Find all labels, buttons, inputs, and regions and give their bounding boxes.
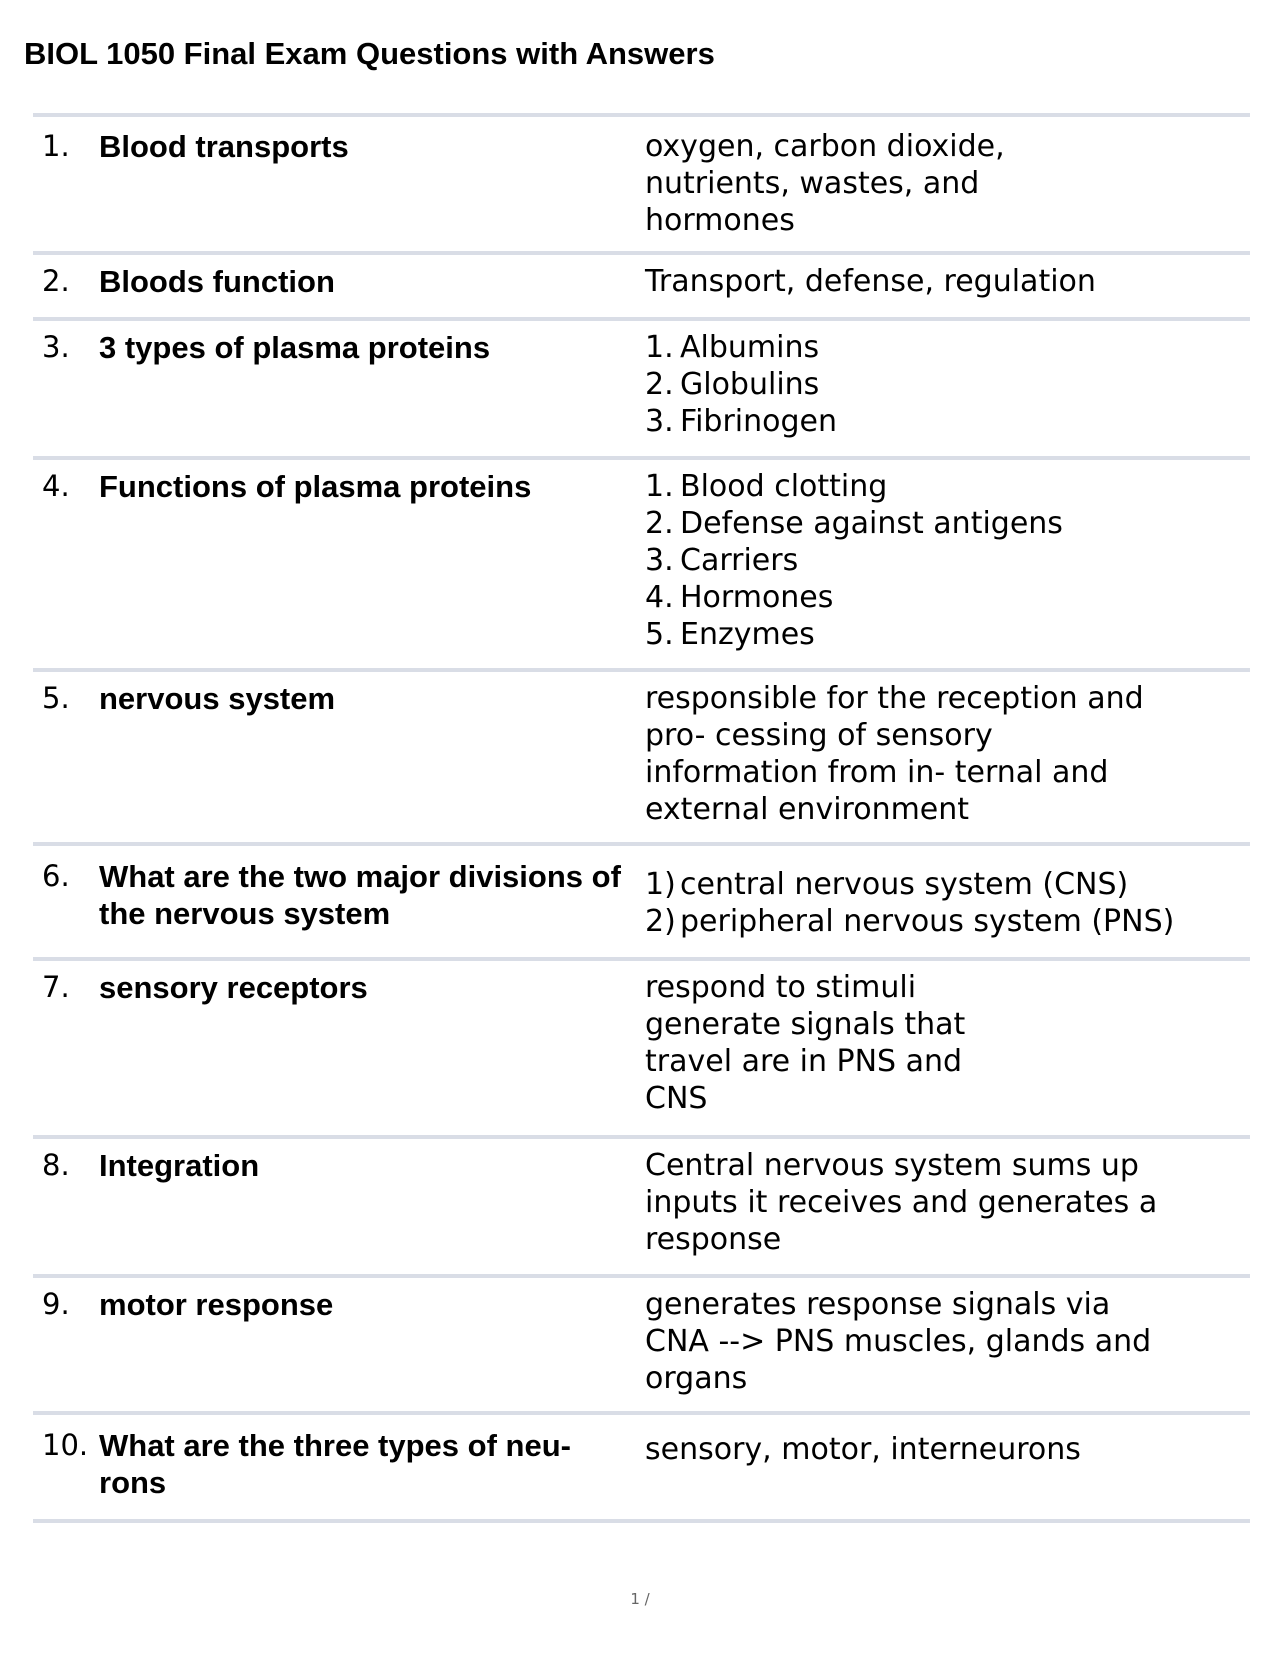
answer-item-text: Albumins bbox=[680, 330, 820, 365]
answer-line: CNA --> PNS muscles, glands and bbox=[645, 1324, 1152, 1359]
answer-item-marker: 2. bbox=[645, 367, 674, 402]
answer-item bbox=[645, 579, 1240, 616]
answer-line: generate signals that bbox=[645, 1007, 966, 1042]
answer-item bbox=[645, 468, 1240, 505]
answer-item bbox=[645, 616, 1240, 653]
question-number: 7. bbox=[42, 970, 70, 1004]
qa-row bbox=[33, 1139, 1250, 1278]
answer-item bbox=[645, 866, 1240, 903]
qa-row bbox=[33, 961, 1250, 1139]
answer-line: respond to stimuli bbox=[645, 970, 917, 1005]
question-number: 6. bbox=[42, 859, 70, 893]
answer-line: hormones bbox=[645, 203, 795, 238]
answer-line: responsible for the reception and bbox=[645, 681, 1144, 716]
answer-item-marker: 1. bbox=[645, 330, 674, 365]
answer-line: CNS bbox=[645, 1081, 708, 1116]
answer-text bbox=[645, 969, 1250, 1135]
answer-line: travel are in PNS and bbox=[645, 1044, 963, 1079]
question-number: 1. bbox=[42, 129, 70, 163]
answer-text bbox=[645, 263, 1250, 317]
answer-item bbox=[645, 329, 1240, 366]
answer-item-text: Enzymes bbox=[680, 617, 815, 652]
qa-row bbox=[33, 321, 1250, 460]
qa-row bbox=[33, 1278, 1250, 1415]
answer-item-marker: 1) bbox=[645, 867, 676, 902]
answer-line: nutrients, wastes, and bbox=[645, 166, 980, 201]
question-text: Integration bbox=[99, 1148, 260, 1183]
answer-list bbox=[645, 329, 1250, 456]
question-text: nervous system bbox=[99, 681, 336, 716]
qa-table bbox=[33, 113, 1250, 1523]
answer-line: information from in- ternal and bbox=[645, 755, 1109, 790]
answer-text bbox=[645, 1286, 1250, 1411]
answer-list bbox=[645, 468, 1250, 668]
answer-line: generates response signals via bbox=[645, 1287, 1111, 1322]
answer-item bbox=[645, 505, 1240, 542]
answer-line: Transport, defense, regulation bbox=[645, 264, 1096, 299]
answer-item-text: peripheral nervous system (PNS) bbox=[680, 904, 1175, 939]
question-number: 4. bbox=[42, 469, 70, 503]
qa-row bbox=[33, 846, 1250, 961]
question-number: 5. bbox=[42, 681, 70, 715]
answer-item-marker: 5. bbox=[645, 617, 674, 652]
answer-item bbox=[645, 903, 1240, 940]
answer-item-text: Defense against antigens bbox=[680, 506, 1063, 541]
question-text: Functions of plasma proteins bbox=[99, 469, 532, 504]
answer-item-marker: 3. bbox=[645, 404, 674, 439]
answer-line: oxygen, carbon dioxide, bbox=[645, 129, 1005, 164]
answer-item bbox=[645, 403, 1240, 440]
answer-line: Central nervous system sums up bbox=[645, 1148, 1139, 1183]
question-text: What are the two major divisions of the nervous system bbox=[99, 859, 621, 931]
qa-row bbox=[33, 1415, 1250, 1523]
answer-text bbox=[645, 128, 1250, 251]
answer-item-marker: 2) bbox=[645, 904, 676, 939]
answer-item bbox=[645, 366, 1240, 403]
answer-list bbox=[645, 858, 1250, 957]
question-number: 3. bbox=[42, 330, 70, 364]
question-text: sensory receptors bbox=[99, 970, 368, 1005]
question-text: Blood transports bbox=[99, 129, 349, 164]
page-title: BIOL 1050 Final Exam Questions with Answers bbox=[24, 36, 715, 71]
answer-text bbox=[645, 1427, 1250, 1519]
answer-line: pro- cessing of sensory bbox=[645, 718, 993, 753]
question-text: What are the three types of neu- rons bbox=[99, 1428, 571, 1500]
answer-item-text: Fibrinogen bbox=[680, 404, 838, 439]
answer-text bbox=[645, 680, 1250, 842]
question-number: 2. bbox=[42, 264, 70, 298]
question-text: Bloods function bbox=[99, 264, 335, 299]
answer-line: response bbox=[645, 1222, 782, 1257]
question-text: 3 types of plasma proteins bbox=[99, 330, 491, 365]
answer-line: external environment bbox=[645, 792, 970, 827]
question-number: 8. bbox=[42, 1148, 70, 1182]
answer-item-text: Globulins bbox=[680, 367, 820, 402]
answer-text bbox=[645, 1147, 1250, 1274]
answer-item-marker: 4. bbox=[645, 580, 674, 615]
qa-row bbox=[33, 460, 1250, 672]
answer-item-marker: 2. bbox=[645, 506, 674, 541]
answer-line: inputs it receives and generates a bbox=[645, 1185, 1158, 1220]
answer-item-text: central nervous system (CNS) bbox=[680, 867, 1129, 902]
answer-item-text: Hormones bbox=[680, 580, 834, 615]
qa-row bbox=[33, 672, 1250, 846]
answer-item-marker: 1. bbox=[645, 469, 674, 504]
answer-item bbox=[645, 542, 1240, 579]
qa-row bbox=[33, 117, 1250, 255]
answer-item-text: Blood clotting bbox=[680, 469, 888, 504]
answer-line: organs bbox=[645, 1361, 748, 1396]
question-number: 9. bbox=[42, 1287, 70, 1321]
question-text: motor response bbox=[99, 1287, 334, 1322]
qa-row bbox=[33, 255, 1250, 321]
page-number: 1 / bbox=[630, 1590, 650, 1608]
answer-item-text: Carriers bbox=[680, 543, 799, 578]
answer-line: sensory, motor, interneurons bbox=[645, 1432, 1081, 1467]
question-number: 10. bbox=[42, 1428, 89, 1462]
answer-item-marker: 3. bbox=[645, 543, 674, 578]
